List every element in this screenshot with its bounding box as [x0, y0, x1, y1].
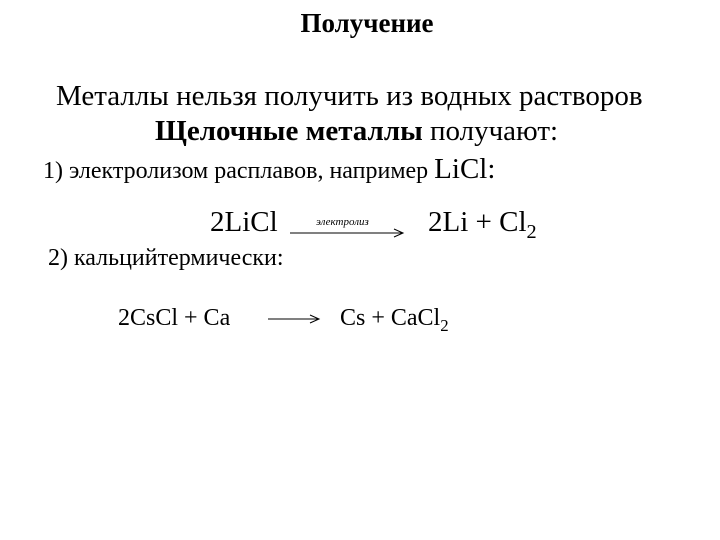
statement-line: Металлы нельзя получить из водных растворов	[56, 80, 643, 112]
equation-1-product-subscript: 2	[526, 221, 537, 244]
equation-1-reactant: 2LiCl	[210, 206, 278, 238]
equation-2-products	[340, 305, 449, 335]
alkali-metals-verb: получают:	[422, 115, 559, 147]
equation-1-arrow	[290, 216, 410, 242]
equation-1-product-main: 2Li + Cl	[428, 206, 527, 238]
method-1-text: 1) электролизом расплавов, например	[43, 158, 435, 184]
equation-2-products-subscript: 2	[440, 315, 449, 335]
equation-2-reactants: 2CsCl + Ca	[118, 305, 231, 331]
alkali-metals-line	[155, 115, 558, 148]
method-2-line: 2) кальцийтермически:	[48, 245, 284, 271]
alkali-metals-heading: Щелочные металлы	[155, 115, 423, 147]
equation-2-products-main: Cs + CaCl	[340, 305, 441, 331]
equation-1-product	[428, 206, 537, 244]
method-1-formula: LiCl:	[434, 153, 496, 185]
equation-1-arrow-label: электролиз	[316, 216, 369, 228]
slide-title: Получение	[300, 8, 434, 38]
method-1-line	[43, 153, 495, 186]
arrow-right-icon	[268, 312, 328, 326]
equation-2-arrow	[268, 312, 328, 326]
